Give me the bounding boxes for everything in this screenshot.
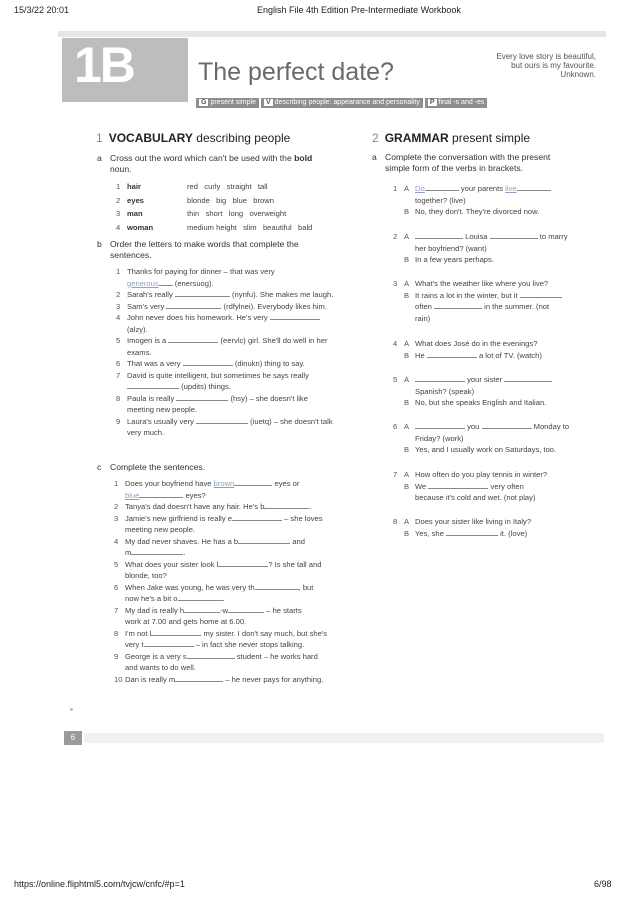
list-item: 2 eyes blonde big blue brown: [116, 195, 274, 205]
answer-blank[interactable]: [482, 428, 532, 429]
vocab-a-list: [116, 180, 312, 234]
answer-blank[interactable]: [168, 342, 218, 343]
grammar-a-instructions: a Complete the conversation with the present simple form of the verbs in brackets.: [372, 152, 551, 173]
answer-blank[interactable]: [270, 319, 320, 320]
vocab-c-list: 1 Does your boyfriend have brown eyes or blue eyes? 2 Tanya's dad doesn't have any hair. He's b . 3 Jamie's new girlfriend is really e – she loves meeting new people. 4 My dad never shaves. He has a b and m . 5 What does your sister look l ? Is she tall and blonde, too? 6 When Jake was young, he was very th , but now he's a bit o . 7 My dad is really h -w – he starts work at 7.00 and gets home at 6.00. 8 I'm not l my sister. I don't say much, but she's very t – in fact she never stops talking. 9 George is a very s student – he works hard and wants to do well. 10 Dan is really m – he never pays for anything.: [114, 479, 328, 684]
dialogue-2: 2 A Louisa to marry her boyfriend? (want) B In a few years perhaps.: [393, 232, 568, 264]
answer-blank[interactable]: [238, 543, 290, 544]
answer-blank[interactable]: [434, 308, 482, 309]
footer-band: [84, 733, 604, 743]
vocabulary-heading: 1 VOCABULARY describing people: [96, 131, 291, 145]
margin-dot: [70, 708, 73, 711]
answer-blank[interactable]: [520, 297, 562, 298]
dialogue-1: 1 A Do your parents live together? (live) B No, they don't. They're divorced now.: [393, 183, 551, 218]
page-number: 6: [64, 731, 82, 745]
answer-blank[interactable]: [446, 535, 498, 536]
vocab-a-instructions: a Cross out the word which can't be used with the bold noun.: [97, 153, 313, 174]
answer-blank[interactable]: [183, 365, 233, 366]
answer-blank[interactable]: [166, 308, 221, 309]
answer-blank[interactable]: [255, 589, 299, 590]
document-title: English File 4th Edition Pre-Intermediate Workbook: [257, 5, 461, 15]
vocab-b-list: 1 Thanks for paying for dinner – that was very generous (enersuog). 2 Sarah's really (nynfu). She makes me laugh. 3 Sam's very (rdfylnei). Everybody likes him. 4 John never does his homework. He's very (alzy). 5 Imogen is a (eervlc) girl. She'll do well in her exams. 6 That was a very (dinukn) thing to say. 7 David is quite intelligent, but sometimes he says really (updits) things. 8 Paula is really (hsy) – she doesn't like meeting new people. 9 Laura's usually very (iuetq) – she doesn't talk very much.: [116, 267, 334, 437]
quote: [496, 52, 596, 79]
answer-blank[interactable]: [196, 423, 248, 424]
tag-pronunciation: P final -s and -es: [425, 98, 488, 108]
dialogue-6: 6 A you Monday to Friday? (work) B Yes, and I usually work on Saturdays, too.: [393, 422, 570, 454]
answer-blank[interactable]: [131, 554, 183, 555]
answer-blank[interactable]: [175, 296, 230, 297]
answer-blank[interactable]: [151, 635, 201, 636]
answer-blank[interactable]: [428, 488, 488, 489]
dialogue-7: 7 A How often do you play tennis in winter? B We very often because it's cold and wet. (not play): [393, 470, 548, 502]
answer-blank[interactable]: [427, 357, 477, 358]
page-url[interactable]: https://online.fliphtml5.com/tvjcw/cnfc/#p=1: [14, 879, 185, 889]
answer-blank[interactable]: [187, 658, 235, 659]
page-title: The perfect date?: [198, 58, 394, 86]
topic-tags: [196, 98, 489, 108]
dialogue-5: 5 A your sister Spanish? (speak) B No, but she speaks English and Italian.: [393, 374, 552, 409]
answer-blank[interactable]: [175, 681, 223, 682]
answer-blank[interactable]: [415, 428, 465, 429]
list-item: 4 woman medium height slim beautiful bald: [116, 222, 313, 232]
quote-line: Every love story is beautiful,: [496, 52, 596, 61]
answer-blank[interactable]: [176, 400, 228, 401]
list-item: 1 hair red curly straight tall: [116, 182, 268, 191]
quote-author: Unknown.: [560, 70, 596, 79]
answer-blank[interactable]: [178, 600, 223, 601]
answer-blank[interactable]: [504, 381, 552, 382]
page-indicator: 6/98: [594, 879, 612, 889]
unit-number: 1B: [74, 37, 134, 93]
answer-blank[interactable]: [218, 566, 268, 567]
answer-blank[interactable]: [415, 238, 463, 239]
answer-blank[interactable]: [264, 508, 309, 509]
list-item: 3 man thin short long overweight: [116, 209, 287, 218]
print-datetime: 15/3/22 20:01: [14, 5, 70, 15]
grammar-heading: 2 GRAMMAR present simple: [372, 131, 531, 145]
answer-blank[interactable]: [490, 238, 538, 239]
answer-blank[interactable]: [144, 646, 194, 647]
answer-blank[interactable]: [232, 520, 282, 521]
vocab-b-instructions: b Order the letters to make words that complete the sentences.: [97, 239, 299, 260]
answer-blank[interactable]: [228, 612, 264, 613]
quote-line: but ours is my favourite.: [511, 61, 596, 70]
answer-blank[interactable]: [127, 388, 179, 389]
tag-vocabulary: V describing people: appearance and personality: [261, 98, 423, 108]
answer-blank[interactable]: [415, 381, 465, 382]
vocab-c-instructions: c Complete the sentences.: [97, 462, 206, 472]
tag-grammar: G present simple: [196, 98, 259, 108]
dialogue-8: 8 A Does your sister like living in Italy? B Yes, she it. (love): [393, 517, 532, 538]
answer-blank[interactable]: [184, 612, 220, 613]
dialogue-3: 3 A What's the weather like where you live? B It rains a lot in the winter, but it often in the summer. (not rain): [393, 278, 562, 324]
dialogue-4: 4 A What does José do in the evenings? B He a lot of TV. (watch): [393, 339, 542, 360]
